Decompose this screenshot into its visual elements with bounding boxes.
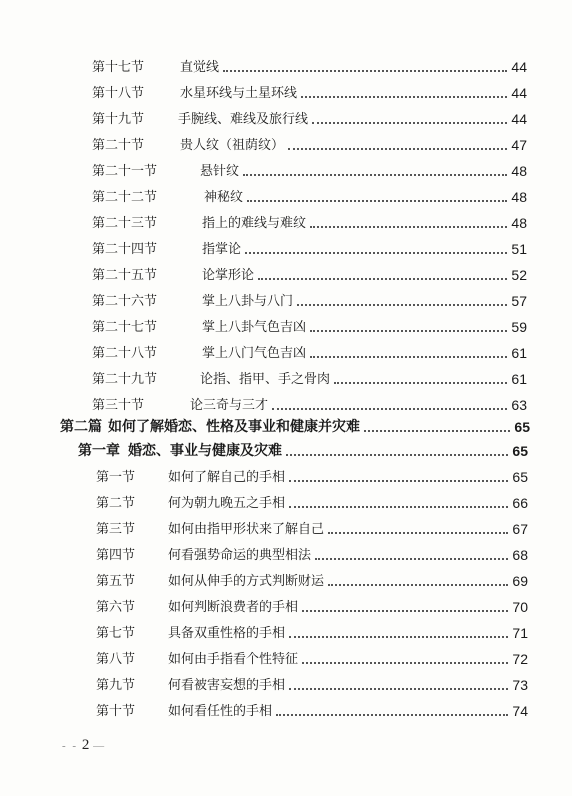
toc-section-number: 第二篇 bbox=[60, 419, 102, 435]
dot-leader bbox=[310, 328, 507, 332]
dot-leader bbox=[289, 478, 508, 482]
toc-title: 具备双重性格的手相 bbox=[168, 626, 286, 641]
toc-title: 掌上八卦气色吉凶 bbox=[202, 320, 307, 335]
toc-page-number: 48 bbox=[511, 215, 527, 231]
dot-leader bbox=[315, 556, 508, 560]
toc-entry bbox=[96, 600, 528, 622]
toc-entry bbox=[60, 420, 530, 442]
toc-entry bbox=[92, 294, 527, 316]
toc-page-number: 65 bbox=[512, 443, 528, 459]
toc-title: 贵人纹（祖荫纹） bbox=[180, 138, 285, 153]
toc-page-number: 61 bbox=[511, 345, 527, 361]
toc-section-number: 第三节 bbox=[96, 522, 136, 537]
dot-leader bbox=[364, 428, 510, 432]
toc-title: 何看强势命运的典型相法 bbox=[168, 548, 312, 563]
toc-page-number: 63 bbox=[511, 397, 527, 413]
toc-title: 如何从伸手的方式判断财运 bbox=[168, 574, 325, 589]
dot-leader bbox=[258, 276, 507, 280]
toc-page-number: 71 bbox=[512, 625, 528, 641]
toc-entry bbox=[96, 626, 528, 648]
dot-leader bbox=[243, 172, 507, 176]
toc-section-number: 第三十节 bbox=[92, 398, 145, 413]
toc-section-number: 第一章 bbox=[78, 443, 120, 459]
dot-leader bbox=[289, 634, 508, 638]
dot-leader bbox=[286, 452, 508, 456]
toc-section-number: 第十九节 bbox=[92, 112, 145, 127]
dot-leader bbox=[289, 504, 508, 508]
toc-section-number: 第二十三节 bbox=[92, 216, 158, 231]
toc-section-number: 第二十八节 bbox=[92, 346, 158, 361]
toc-title: 指上的难线与难纹 bbox=[202, 216, 307, 231]
toc-title: 神秘纹 bbox=[204, 190, 244, 205]
toc-section-number: 第十节 bbox=[96, 704, 136, 719]
toc-entry bbox=[92, 216, 527, 238]
dot-leader bbox=[310, 224, 507, 228]
toc-title: 如何由指甲形状来了解自己 bbox=[168, 522, 325, 537]
toc-title: 掌上八门气色吉凶 bbox=[202, 346, 307, 361]
toc-page-number: 44 bbox=[511, 111, 527, 127]
toc-page-number: 48 bbox=[511, 189, 527, 205]
toc-entry bbox=[96, 548, 528, 570]
toc-entry bbox=[96, 522, 528, 544]
toc-entry bbox=[92, 60, 527, 82]
toc-title: 如何看任性的手相 bbox=[168, 704, 273, 719]
toc-page-number: 57 bbox=[511, 293, 527, 309]
toc-entry bbox=[96, 704, 528, 726]
toc-page-number: 52 bbox=[511, 267, 527, 283]
toc-entry bbox=[78, 444, 528, 466]
toc-entry bbox=[92, 320, 527, 342]
toc-page-number: 67 bbox=[512, 521, 528, 537]
toc-title: 掌上八卦与八门 bbox=[202, 294, 294, 309]
dot-leader bbox=[328, 530, 508, 534]
toc-section-number: 第四节 bbox=[96, 548, 136, 563]
dot-leader bbox=[334, 380, 507, 384]
toc-section-number: 第十八节 bbox=[92, 86, 145, 101]
toc-entry bbox=[92, 112, 527, 134]
toc-title: 论三奇与三才 bbox=[190, 398, 269, 413]
toc-page-number: 44 bbox=[511, 85, 527, 101]
toc-section-number: 第二十四节 bbox=[92, 242, 158, 257]
toc-section-number: 第二十九节 bbox=[92, 372, 158, 387]
dot-leader bbox=[310, 354, 507, 358]
toc-entry bbox=[96, 574, 528, 596]
toc-entry bbox=[96, 496, 528, 518]
toc-title: 婚恋、事业与健康及灾难 bbox=[128, 443, 282, 459]
dot-leader bbox=[288, 146, 507, 150]
dot-leader bbox=[272, 406, 507, 410]
toc-entry bbox=[92, 86, 527, 108]
toc-page-number: 72 bbox=[512, 651, 528, 667]
toc-entry bbox=[92, 372, 527, 394]
dot-leader bbox=[247, 198, 507, 202]
toc-section-number: 第二十节 bbox=[92, 138, 145, 153]
toc-page-number: 69 bbox=[512, 573, 528, 589]
toc-entry bbox=[92, 346, 527, 368]
toc-page-number: 65 bbox=[512, 469, 528, 485]
toc-page-number: 47 bbox=[511, 137, 527, 153]
dot-leader bbox=[245, 250, 507, 254]
dot-leader bbox=[297, 302, 507, 306]
toc-title: 论掌形论 bbox=[202, 268, 255, 283]
toc-section-number: 第十七节 bbox=[92, 60, 145, 75]
toc-entry bbox=[92, 138, 527, 160]
toc-page-number: 61 bbox=[511, 371, 527, 387]
toc-page-number: 51 bbox=[511, 241, 527, 257]
toc-title: 何看被害妄想的手相 bbox=[168, 678, 286, 693]
page-number: 2 bbox=[81, 737, 90, 753]
toc-page-number: 66 bbox=[512, 495, 528, 511]
toc-section-number: 第一节 bbox=[96, 470, 136, 485]
toc-title: 如何由手指看个性特征 bbox=[168, 652, 299, 667]
toc-page-number: 65 bbox=[514, 419, 530, 435]
toc-title: 如何判断浪费者的手相 bbox=[168, 600, 299, 615]
toc-page-number: 48 bbox=[511, 163, 527, 179]
toc-page-number: 59 bbox=[511, 319, 527, 335]
toc-title: 水星环线与土星环线 bbox=[180, 86, 298, 101]
toc-section-number: 第二节 bbox=[96, 496, 136, 511]
toc-section-number: 第九节 bbox=[96, 678, 136, 693]
dot-leader bbox=[328, 582, 508, 586]
toc-title: 指掌论 bbox=[202, 242, 242, 257]
toc-page-number: 70 bbox=[512, 599, 528, 615]
toc-entry bbox=[92, 164, 527, 186]
toc-title: 何为朝九晚五之手相 bbox=[168, 496, 286, 511]
page-footer bbox=[62, 737, 106, 754]
toc-entry bbox=[96, 470, 528, 492]
toc-section-number: 第二十二节 bbox=[92, 190, 158, 205]
dot-leader bbox=[312, 120, 507, 124]
toc-title: 如何了解婚恋、性格及事业和健康并灾难 bbox=[108, 419, 360, 435]
toc-entry bbox=[92, 242, 527, 264]
toc-page-number: 44 bbox=[511, 59, 527, 75]
footer-dash-left: - - bbox=[62, 740, 79, 752]
toc-page-number: 73 bbox=[512, 677, 528, 693]
toc-page-number: 74 bbox=[512, 703, 528, 719]
toc-entry bbox=[92, 398, 527, 420]
dot-leader bbox=[276, 712, 508, 716]
dot-leader bbox=[223, 68, 507, 72]
toc-entry bbox=[96, 678, 528, 700]
dot-leader bbox=[289, 686, 508, 690]
toc-entry bbox=[92, 190, 527, 212]
toc-section-number: 第八节 bbox=[96, 652, 136, 667]
footer-dash-right: — bbox=[93, 740, 107, 752]
toc-section-number: 第五节 bbox=[96, 574, 136, 589]
toc-title: 如何了解自己的手相 bbox=[168, 470, 286, 485]
toc-section-number: 第六节 bbox=[96, 600, 136, 615]
dot-leader bbox=[301, 94, 507, 98]
toc-page-number: 68 bbox=[512, 547, 528, 563]
toc-title: 手腕线、难线及旅行线 bbox=[178, 112, 309, 127]
toc-title: 论指、指甲、手之骨肉 bbox=[200, 372, 331, 387]
toc-section-number: 第二十七节 bbox=[92, 320, 158, 335]
toc-section-number: 第二十六节 bbox=[92, 294, 158, 309]
toc-title: 悬针纹 bbox=[200, 164, 240, 179]
toc-entry bbox=[92, 268, 527, 290]
toc-section-number: 第七节 bbox=[96, 626, 136, 641]
dot-leader bbox=[302, 608, 508, 612]
toc-entry bbox=[96, 652, 528, 674]
dot-leader bbox=[302, 660, 508, 664]
toc-section-number: 第二十五节 bbox=[92, 268, 158, 283]
toc-section-number: 第二十一节 bbox=[92, 164, 158, 179]
toc-title: 直觉线 bbox=[180, 60, 220, 75]
